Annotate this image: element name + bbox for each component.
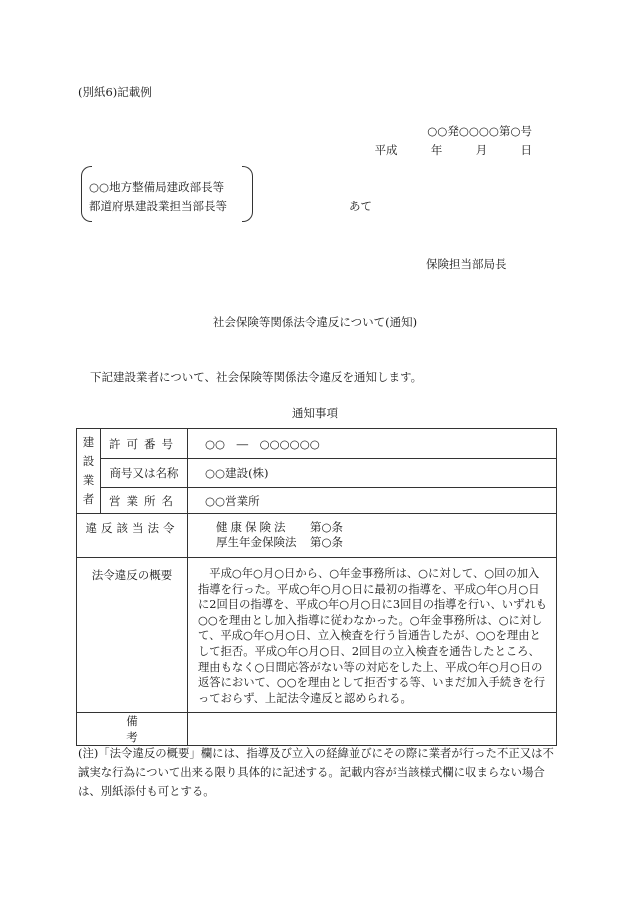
summary-label: 法令違反の概要 — [77, 558, 188, 713]
date-month: 月 — [475, 143, 488, 157]
office-name-value: ○○営業所 — [188, 488, 557, 514]
footnote: (注)「法令違反の概要」欄には、指導及び立入の経緯並びにその際に業者が行った不正又は不誠実な行為について出来る限り具体的に記述する。記載内容が当該様式欄に収まらない場合は、別紙添付も可とする。 — [78, 746, 554, 798]
document-number: ○○発○○○○第○号 — [427, 124, 532, 138]
table-row — [77, 429, 557, 459]
table-row — [77, 514, 557, 558]
recipient-line: ○○地方整備局建政部長等 — [89, 180, 225, 194]
table-row — [77, 713, 557, 746]
recipient-block — [81, 166, 253, 220]
right-bracket — [242, 166, 253, 222]
document-date — [375, 142, 532, 158]
office-name-label: 営業所名 — [101, 488, 188, 514]
table-title: 通知事項 — [292, 406, 338, 420]
law-item: 健康保険法 第○条 — [216, 520, 344, 534]
sender: 保険担当部局長 — [426, 257, 507, 271]
license-number-label: 許可番号 — [101, 429, 188, 459]
license-number-value: ○○ ― ○○○○○○ — [188, 429, 557, 459]
trade-name-value: ○○建設(株) — [188, 459, 557, 488]
table-row — [77, 459, 557, 488]
table-row — [77, 488, 557, 514]
addressee-suffix: あて — [349, 199, 372, 213]
violation-law-label: 違反該当法令 — [77, 514, 188, 558]
intro-text: 下記建設業者について、社会保険等関係法令違反を通知します。 — [90, 370, 423, 384]
date-day: 日 — [520, 143, 532, 157]
attachment-label: (別紙6)記載例 — [78, 85, 152, 99]
notice-table — [76, 428, 557, 746]
law-item: 厚生年金保険法 第○条 — [216, 535, 344, 549]
summary-text: 平成○年○月○日から、○年金事務所は、○に対して、○回の加入指導を行った。平成○年○月○日に最初の指導を、平成○年○月○日に2回目の指導を、平成○年○月○日に3回目の指導を行い、いずれも○○を理由とし加入指導に従わなかった。○年金事務所は、○に対して、平成○年○月○日、立入検査を行う旨通告したが、○○を理由として拒否。平成○年○月○日、2回目の立入検査を通告したところ、理由もなく○日間応答がない等の対応をした上、平成○年○月○日の返答において、○○を理由として拒否する等、いまだ加入手続きを行っておらず、上記法令違反と認められる。 — [188, 558, 557, 713]
document-title: 社会保険等関係法令違反について(通知) — [212, 315, 418, 329]
date-year: 年 — [430, 143, 443, 157]
remarks-value — [188, 713, 557, 746]
recipient-line: 都道府県建設業担当部長等 — [89, 199, 227, 213]
date-era: 平成 — [374, 143, 398, 157]
contractor-group-label: 建 設 業 者 — [77, 429, 101, 514]
table-row — [77, 558, 557, 713]
remarks-label: 備考 — [77, 713, 188, 746]
violation-law-list — [188, 514, 557, 558]
trade-name-label: 商号又は名称 — [101, 459, 188, 488]
